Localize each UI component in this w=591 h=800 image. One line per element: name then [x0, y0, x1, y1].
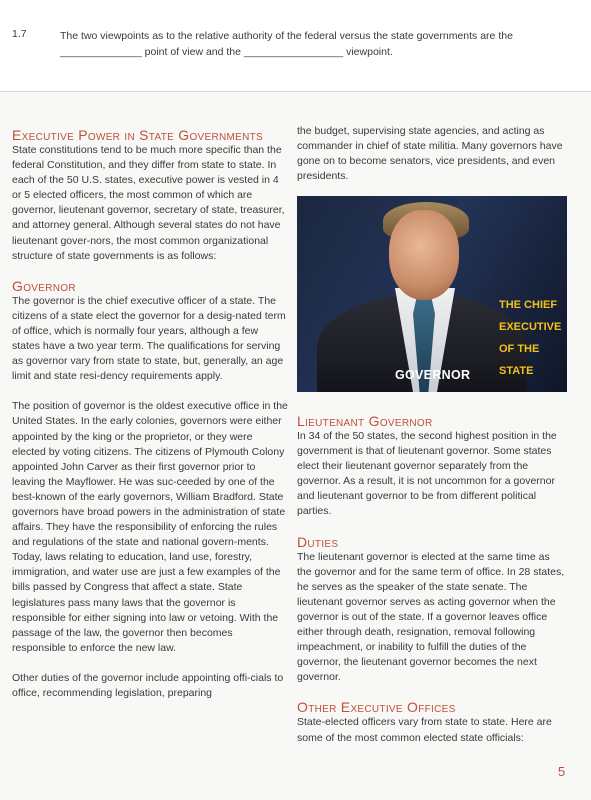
paragraph: The lieutenant governor is elected at the same time as the governor and for the same term of office. In 28 states, he serves as the speaker of the state senate. The lieutenant governor serves as acting governor when the governor is out of the state. If a governor leaves office either through death, resignation, removal following impeachment, or inability to fulfill the duties of the governor, the lieutenant governor becomes the next governor.: [297, 550, 565, 684]
governor-photo: [297, 196, 567, 392]
paragraph: Other duties of the governor include appointing offi-cials to office, recommending legislation, preparing: [12, 671, 284, 699]
photo-head: [389, 210, 459, 300]
review-question-box: [0, 0, 591, 92]
paragraph: State constitutions tend to be much more specific than the federal Constitution, and they differ from state to state. In each of the 50 U.S. states, executive power is vested in 4 or 5 elected officers, the most common of which are governor, lieutenant governor, secretary of state, treasurer, and attorney general. Although several states do not have lieutenant gover-nors, the most common organizational structure of state governments is as follows:: [12, 144, 285, 262]
left-column: [12, 128, 288, 716]
page-number: 5: [558, 764, 566, 779]
section-heading-governor: Governor: [12, 277, 76, 294]
section-heading-other-executive-offices: Other Executive Offices: [297, 699, 456, 716]
paragraph: In 34 of the 50 states, the second highest position in the government is that of lieutenant governor. Some states elect their lieutenant governor separately from the governor. As a result, it is not uncommon for a governor and lieutenant governor to be from different political parties.: [297, 430, 557, 518]
section-heading-executive-power: Executive Power in State Governments: [12, 127, 264, 143]
paragraph: The position of governor is the oldest executive office in the United States. In the early colonies, governors were either appointed by the king or the proprietor, or they were elected by voting citizens. The citizens of Plymouth Colony appointed John Carver as their first governor prior to leaving the Mayflower. He was suc-ceeded by one of the best-known of the early governors, William Bradford. State governors have broad powers in the administration of state affairs. They have the responsibility of enforcing the rules and regulations of the state and national govern-ments. Today, laws relating to education, land use, forestry, immigration, and water use are just a few examples of the bills passed by Congress that affect a state. State legislatures pass many laws that the governor is responsible for either signing into law or vetoing. With the passage of the law, the governor then becomes responsible to enforce the new law.: [12, 400, 288, 654]
question-text: The two viewpoints as to the relative authority of the federal versus the state governments are the ______________ point of view and the _________________ viewpoint.: [60, 30, 513, 58]
photo-caption-governor: GOVERNOR: [395, 368, 471, 382]
paragraph: The governor is the chief executive officer of a state. The citizens of a state elect the governor for a desig-nated term of office, which is normally four years, although a few states have a two year term. The qualifications for serving as governor vary from state to state, but, generally, an age limit and state resi-dency requirements apply.: [12, 294, 286, 383]
section-heading-lieutenant-governor: Lieutenant Governor: [297, 413, 433, 429]
question-number: 1.7: [12, 28, 27, 40]
photo-caption-chief-executive: THE CHIEF EXECUTIVE OF THE STATE: [499, 299, 562, 377]
section-heading-duties: Duties: [297, 533, 339, 550]
right-column-top: [297, 124, 567, 199]
paragraph: State-elected officers vary from state to state. Here are some of the most common elected state officials:: [297, 716, 552, 744]
paragraph: the budget, supervising state agencies, and acting as commander in chief of state militia. Many governors have gone on to become senators, vice presidents, and even presidents.: [297, 125, 563, 183]
right-column-bottom: [297, 414, 567, 761]
